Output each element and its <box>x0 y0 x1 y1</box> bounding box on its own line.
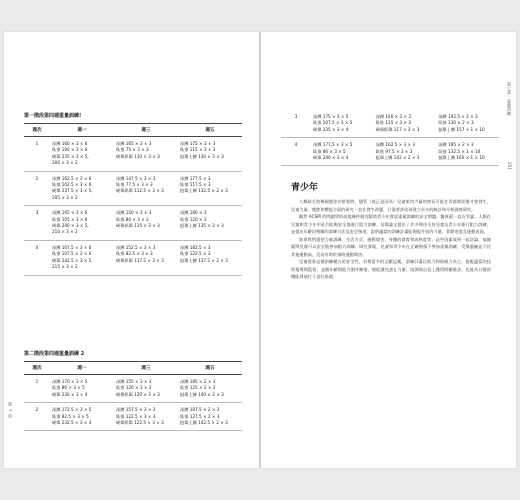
exercise-line: 深蹲 167.5 × 3 × 6 <box>52 244 92 250</box>
exercise-line: 硬舉 230 × 3 × 4 <box>52 391 88 397</box>
exercise-line: 硬舉抓舉 120 × 3 × 3 <box>116 391 160 397</box>
exercise-line: 臥推 82.5 × 3 × 5 <box>52 413 89 419</box>
exercise-line: 挺舉上膊 142 × 2 × 3 <box>375 155 420 161</box>
exercise-line: 深蹲 160 × 3 × 6 <box>52 141 88 146</box>
body-paragraphs <box>291 198 491 281</box>
col-mon: 週一 <box>50 362 114 375</box>
week-cell: 1 <box>24 375 50 403</box>
exercise-line: 挺舉上膊 130 × 2 × 3 <box>180 153 224 159</box>
day-cell-mon <box>50 375 114 403</box>
exercise-line: 深蹲 172.5 × 3 × 5 <box>52 407 92 413</box>
exercise-line: 臥推 75 × 3 × 3 <box>116 147 149 153</box>
table2-title: 第二階段第四週重量訓練 2 <box>24 351 85 357</box>
exercise-line: 臥推 130 × 2 × 3 <box>438 120 474 126</box>
exercise-line: 臥推 120 × 3 <box>180 216 207 222</box>
exercise-line: 臥推 86 × 3 × 5 <box>313 148 346 154</box>
exercise-line: 臥推 100 × 3 × 6 <box>52 147 88 153</box>
page-number: 251 <box>507 162 512 170</box>
week-cell: 3 <box>281 110 311 138</box>
day-cell-fri <box>178 171 242 206</box>
exercise-line: 硬舉 237.5 × 3 × 5, <box>52 188 93 194</box>
paragraph: 顯然 ACSM 的問題學的前提條件個別幫助青少年嘗試重量訓練的安全問題，醫界還一直在爭論，人類在兒童和青少年中是否能夠安全地進行阻力訓練。這篇論文提出了許多理由支持兒童及青少年進行阻力訓練，並提出年齡段相關的訓練方法及安全指南，說明適當的訓練計畫能夠提升肌肉力量、骨骼密度及運動表現。 <box>291 214 491 234</box>
exercise-line: 臥推 107.5 × 3 × 5 <box>313 120 353 126</box>
exercise-line: 臥推 125 × 3 × 3 <box>375 120 412 126</box>
day-cell-mon <box>50 240 114 275</box>
exercise-line: 臥推 120 × 3 × 3 <box>116 385 152 391</box>
exercise-line: 深蹲 187.5 × 2 × 3 <box>180 407 220 413</box>
exercise-line: 臥推 115 × 3 × 3 <box>180 147 216 153</box>
exercise-line: 深蹲 182.5 × 3 <box>180 244 211 250</box>
day-cell-wed <box>114 375 178 403</box>
table-row <box>24 171 242 206</box>
exercise-line: 深蹲 147.5 × 3 × 3 <box>116 175 156 181</box>
week-cell: 1 <box>24 137 50 172</box>
exercise-line: 硬舉抓舉 122.5 × 3 × 3 <box>116 420 164 426</box>
day-cell-wed <box>114 206 178 241</box>
exercise-line: 深蹲 185 × 2 × 3 <box>180 379 216 384</box>
day-cell-mon <box>50 171 114 206</box>
exercise-line: 215 × 3 × 2 <box>52 264 78 270</box>
exercise-line: 硬舉抓舉 117.5 × 3 × 3 <box>116 257 164 263</box>
table-row <box>281 138 499 166</box>
day-cell-mon <box>311 110 374 138</box>
exercise-line: 深蹲 175 × 3 × 3 <box>180 141 216 146</box>
right-page <box>261 32 516 468</box>
exercise-line: 深蹲 160 × 3 × 3 <box>375 114 412 119</box>
day-cell-fri <box>178 206 242 241</box>
exercise-line: 臥推 105 × 3 × 6 <box>52 216 88 222</box>
week-cell: 3 <box>24 206 50 241</box>
exercise-line: 硬舉 240 × 3 × 5, <box>52 223 89 229</box>
exercise-line: 挺舉上膊 142.5 × 2 × 3 <box>180 420 228 426</box>
day-cell-fri <box>436 138 499 166</box>
exercise-line: 深蹲 165 × 3 × 6 <box>52 210 88 216</box>
week-cell: 2 <box>24 403 50 431</box>
day-cell-wed <box>114 403 178 431</box>
exercise-line: 深蹲 155 × 3 × 3 <box>116 379 152 384</box>
col-mon: 週一 <box>50 124 114 137</box>
day-cell-wed <box>114 171 178 206</box>
col-week: 週次 <box>24 124 50 137</box>
col-wed: 週三 <box>114 124 178 137</box>
day-cell-mon <box>50 206 114 241</box>
exercise-line: 深蹲 170 × 3 × 5 <box>52 379 88 384</box>
exercise-line: 臥推 122.5 × 3 × 3 <box>116 413 156 419</box>
exercise-line: 硬舉抓舉 112.5 × 3 × 3 <box>116 188 164 194</box>
exercise-line: 臥推 80 × 3 × 5 <box>52 385 85 391</box>
exercise-line: 深蹲 192.5 × 2 × 3 <box>438 114 478 119</box>
day-cell-fri <box>178 240 242 275</box>
exercise-line: 臥推 107.5 × 3 × 6 <box>52 251 92 257</box>
exercise-line: 200 × 3 × 2 <box>52 160 78 166</box>
exercise-line: 挺舉上膊 140 × 2 × 3 <box>180 391 224 397</box>
col-fri: 週五 <box>178 362 242 375</box>
exercise-line: 硬舉抓舉 110 × 3 × 3 <box>116 153 160 159</box>
week-cell: 2 <box>24 171 50 206</box>
day-cell-wed <box>374 110 437 138</box>
table-row <box>24 375 242 403</box>
exercise-line: 210 × 3 × 2 <box>52 229 78 235</box>
training-table-2 <box>24 361 242 431</box>
exercise-line: 深蹲 165 × 3 × 3 <box>116 141 152 146</box>
exercise-line: 臥推 102.5 × 3 × 6 <box>52 182 92 188</box>
exercise-line: 臥推 125 × 2 × 3 <box>180 385 216 391</box>
day-cell-fri <box>436 110 499 138</box>
day-cell-wed <box>114 137 178 172</box>
exercise-line: 臥推 77.5 × 3 × 3 <box>116 182 153 188</box>
exercise-line: 挺舉上膊 160 × 1 × 10 <box>438 155 485 161</box>
col-week: 週次 <box>24 362 50 375</box>
training-table-1 <box>24 123 242 276</box>
exercise-line: 硬舉 232.5 × 3 × 4 <box>52 420 92 426</box>
exercise-line: 挺舉上膊 132.5 × 2 × 3 <box>180 188 228 194</box>
table-row <box>24 206 242 241</box>
day-cell-wed <box>114 240 178 275</box>
day-cell-mon <box>50 137 114 172</box>
paragraph: 人類缺乏的幾個歷史亦拼裝問，儘管（或正是因為）兒童肌肉力量的增長可能在青春期前後才會發生，兒童力量、肥胖和體能方面的研究一直在發生改變，只需要評估再建立更多的統計和分析調查研究。 <box>291 199 491 212</box>
exercise-line: 臥推 117.5 × 3 <box>180 182 211 188</box>
exercise-line: 臥推 127.5 × 2 × 3 <box>180 413 220 419</box>
day-cell-wed <box>374 138 437 166</box>
exercise-line: 深蹲 177.5 × 3 <box>180 175 211 181</box>
exercise-line: 硬舉 240 × 3 × 4 <box>313 155 349 161</box>
exercise-line: 深蹲 180 × 3 <box>180 210 207 216</box>
exercise-line: 挺舉上膊 135 × 2 × 3 <box>180 223 224 229</box>
day-cell-fri <box>178 137 242 172</box>
running-header: 第七章 · 重量訓練 <box>507 82 512 116</box>
exercise-line: 臥推 82.5 × 3 × 3 <box>116 251 153 257</box>
table1-title: 第一階段第四週重量訓練! <box>24 113 82 119</box>
exercise-line: 硬舉 235 × 3 × 5, <box>52 153 89 159</box>
col-wed: 週三 <box>114 362 178 375</box>
exercise-line: 深蹲 162.5 × 3 × 3 <box>375 142 416 148</box>
table-row <box>24 403 242 431</box>
exercise-line: 深蹲 150 × 3 × 3 <box>116 210 152 216</box>
week-cell: 4 <box>281 138 311 166</box>
day-cell-fri <box>178 403 242 431</box>
paragraph: 如果我們還把力量訓練、生活方式、運動傷害、身體的發育和成熟度等，這些因素放到一起討論，毫無疑問兒童可以安全地參加阻力訓練。研究發現，兒童和青少年在正確指導下參加重量訓練，受傷風險並不比其他運動高，反而有助於預防運動傷害。 <box>291 236 491 257</box>
exercise-line: 硬舉抓舉 117 × 2 × 3 <box>375 126 420 132</box>
day-cell-mon <box>311 138 374 166</box>
exercise-line: 深蹲 175 × 3 × 5 <box>313 114 349 119</box>
exercise-line: 臥推 80 × 3 × 3 <box>116 216 149 222</box>
col-fri: 週五 <box>178 124 242 137</box>
exercise-line: 深蹲 162.5 × 3 × 6 <box>52 175 92 181</box>
exercise-line: 硬舉 242.5 × 3 × 5, <box>52 257 93 263</box>
exercise-line: 205 × 3 × 2 <box>52 194 78 200</box>
exercise-line: 深蹲 177.5 × 3 × 5 <box>313 142 353 148</box>
exercise-line: 臥推 132.5 × 1 × 10 <box>438 148 481 154</box>
exercise-line: 挺舉上膊 137.5 × 2 × 3 <box>180 257 228 263</box>
section-heading: 青少年 <box>291 183 319 193</box>
left-page <box>4 32 259 468</box>
day-cell-mon <box>50 403 114 431</box>
table-row <box>24 137 242 172</box>
left-margin-text: 第 × 章 <box>8 402 13 419</box>
paragraph: 兒童從事這種訓練模式的安全性，有相當多的文獻記載，訓練計畫以肌力和肌耐力為主，搭配適當的技術指導與監督，並隨年齡與能力循序漸進，便能讓兒童在力量、協調與自信上獲得明顯進步，也能為日後的體能發展打下良好基礎。 <box>291 259 491 279</box>
exercise-line: 臥推 97.5 × 3 × 3 <box>375 148 413 154</box>
exercise-line: 挺舉上膊 157 × 1 × 10 <box>438 126 485 132</box>
exercise-line: 深蹲 152.5 × 3 × 3 <box>116 244 156 250</box>
day-cell-fri <box>178 375 242 403</box>
table-row <box>24 240 242 275</box>
exercise-line: 硬舉抓舉 115 × 3 × 3 <box>116 223 160 229</box>
training-table-3 <box>281 110 499 166</box>
exercise-line: 深蹲 157.5 × 3 × 3 <box>116 407 156 413</box>
exercise-line: 深蹲 195 × 2 × 3 <box>438 142 474 148</box>
exercise-line: 硬舉 235 × 3 × 4 <box>313 126 349 132</box>
exercise-line: 臥推 122.5 × 3 <box>180 251 211 257</box>
week-cell: 4 <box>24 240 50 275</box>
table-row <box>281 110 499 138</box>
